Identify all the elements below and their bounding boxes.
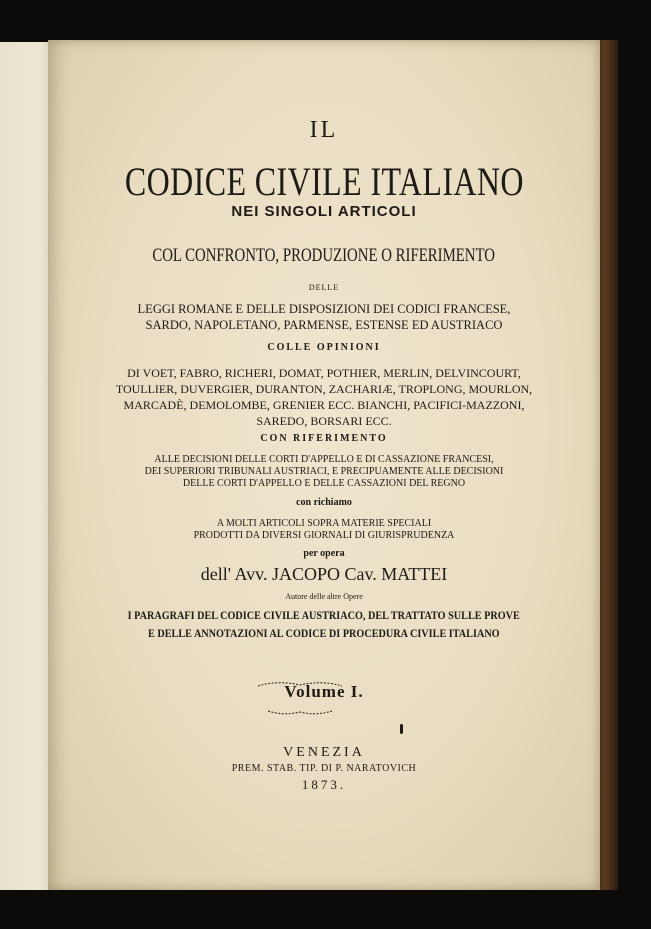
- other-works-line: [48, 626, 600, 641]
- laws-line: SARDO, NAPOLETANO, PARMENSE, ESTENSE ED AUSTRIACO: [145, 318, 503, 332]
- ink-mark: [400, 724, 403, 734]
- confronto-line: [48, 245, 600, 267]
- references-heading: CON RIFERIMENTO: [260, 433, 388, 444]
- opinions-line: SAREDO, BORSARI ECC.: [256, 414, 392, 428]
- opinions-line: DI VOET, FABRO, RICHERI, DOMAT, POTHIER, MERLIN, DELVINCOURT,: [127, 366, 521, 380]
- richiamo-line: A MOLTI ARTICOLI SOPRA MATERIE SPECIALI: [216, 518, 432, 529]
- references-line: DEI SUPERIORI TRIBUNALI AUSTRIACI, E PRECIPUAMENTE ALLE DECISIONI: [144, 466, 504, 477]
- other-works-text: E DELLE ANNOTAZIONI AL CODICE DI PROCEDURA CIVILE ITALIANO: [148, 626, 500, 640]
- author-name: dell' Avv. JACOPO Cav. MATTEI: [200, 564, 448, 584]
- imprint-year: 1873.: [301, 777, 347, 792]
- other-works-text: I PARAGRAFI DEL CODICE CIVILE AUSTRIACO, DEL TRATTATO SULLE PROVE: [127, 608, 521, 622]
- confronto-text: COL CONFRONTO, PRODUZIONE O RIFERIMENTO: [152, 245, 496, 266]
- book-subtitle: NEI SINGOLI ARTICOLI: [231, 203, 417, 220]
- laws-line: LEGGI ROMANE E DELLE DISPOSIZIONI DEI CODICI FRANCESE,: [137, 302, 511, 316]
- imprint-city: VENEZIA: [283, 745, 365, 760]
- opinions-heading: COLLE OPINIONI: [267, 342, 381, 353]
- other-works-line: [48, 608, 600, 623]
- opinions-line: TOULLIER, DUVERGIER, DURANTON, ZACHARIÆ, TROPLONG, MOURLON,: [115, 382, 533, 396]
- author-intro: per opera: [303, 548, 345, 559]
- book-title-text: CODICE CIVILE ITALIANO: [124, 159, 524, 204]
- ornament-bottom: [254, 707, 346, 721]
- references-line: ALLE DECISIONI DELLE CORTI D'APPELLO E DI CASSAZIONE FRANCESI,: [154, 454, 494, 465]
- title-page: [48, 40, 600, 890]
- references-line: DELLE CORTI D'APPELLO E DELLE CASSAZIONI DEL REGNO: [182, 478, 466, 489]
- opinions-line: MARCADÈ, DEMOLOMBE, GRENIER ECC. BIANCHI, PACIFICI-MAZZONI,: [123, 398, 525, 412]
- richiamo-heading: con richiamo: [296, 497, 352, 508]
- volume-label: Volume I.: [284, 682, 364, 701]
- imprint-printer: PREM. STAB. TIP. DI P. NARATOVICH: [231, 763, 417, 774]
- laws-intro: DELLE: [308, 283, 340, 292]
- other-works-intro: Autore delle altre Opere: [285, 592, 363, 601]
- richiamo-line: PRODOTTI DA DIVERSI GIORNALI DI GIURISPRUDENZA: [193, 530, 455, 541]
- title-article: IL: [309, 117, 339, 143]
- book-title: [48, 158, 600, 205]
